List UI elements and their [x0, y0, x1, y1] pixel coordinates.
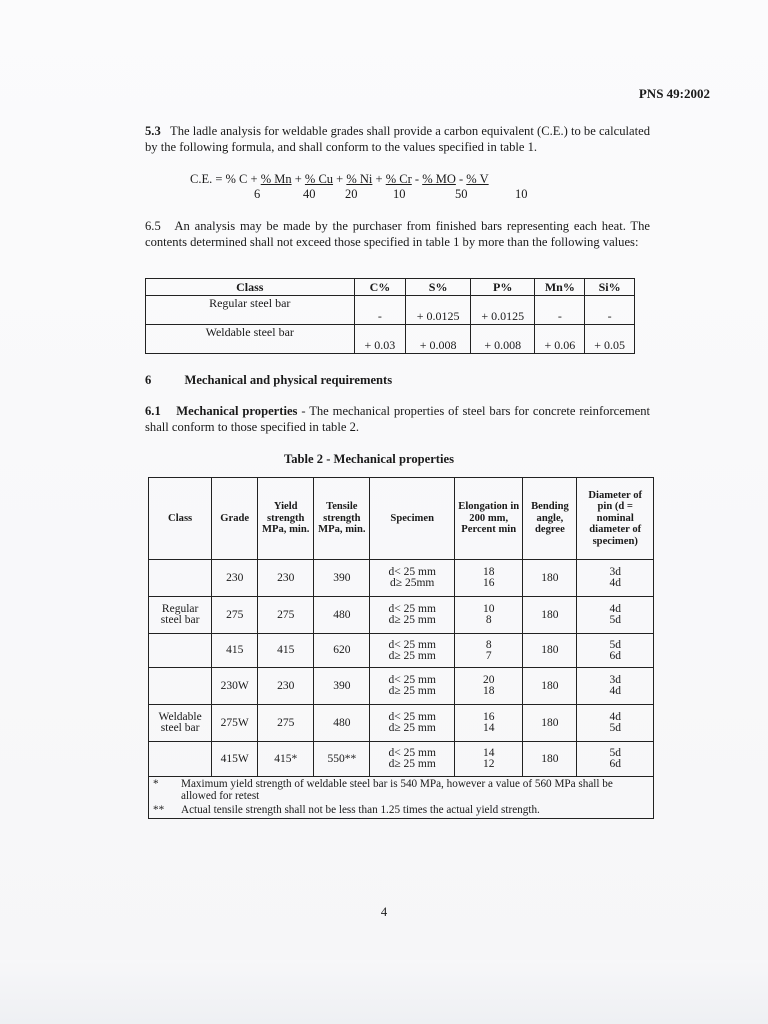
specimen-line: d< 25 mm [388, 747, 436, 759]
elongation-value: 12 [482, 758, 495, 770]
elongation-value: 8 [485, 638, 492, 651]
table-row [149, 705, 654, 742]
section-number: 6.1 [145, 404, 161, 418]
denominator: 40 [303, 187, 316, 201]
table-cell: - [354, 296, 406, 325]
bending-cell: 180 [523, 560, 577, 597]
elongation-cell [455, 560, 523, 597]
table-row [149, 668, 654, 705]
specimen-cell [370, 597, 455, 634]
section-text: The ladle analysis for weldable grades shall provide a carbon equivalent (C.E.) to be calculated by the following formula, and shall conform to the values specified in table 1. [145, 124, 650, 154]
footnote [153, 778, 649, 802]
table-header-cell: S% [406, 279, 471, 296]
formula-term: % Cu [304, 172, 334, 186]
section-6-1 [145, 403, 650, 435]
tensile-cell: 550** [314, 742, 370, 777]
table-row [149, 634, 654, 668]
specimen-cell [370, 742, 455, 777]
table-caption: Table 2 - Mechanical properties [283, 452, 454, 466]
specimen-line: d≥ 25 mm [388, 758, 436, 770]
table-header-cell: Class [146, 279, 355, 296]
document-id: PNS 49:2002 [638, 86, 710, 101]
table-cell: - [585, 296, 635, 325]
footnotes-row [149, 777, 654, 819]
section-text: - The mechanical properties of steel bars for concrete reinforcement shall conform to those specified in table 2. [145, 404, 651, 434]
grade-cell: 230W [212, 668, 258, 705]
table-row [146, 296, 635, 325]
elongation-value: 16 [482, 711, 495, 723]
specimen-line: d≥ 25 mm [388, 685, 436, 697]
formula-op: - [455, 172, 467, 186]
formula-term: % V [466, 172, 489, 186]
section-text: An analysis may be made by the purchaser from finished bars representing each heat. The contents determined shall not exceed those specified in table 1 by more than the following values: [145, 219, 650, 249]
yield-cell: 230 [258, 668, 314, 705]
class-cell: Weldable steel bar [149, 705, 212, 742]
table-header-cell: Class [149, 478, 212, 560]
formula-term: % MO [422, 172, 456, 186]
table-header-cell: Si% [585, 279, 635, 296]
specimen-cell [370, 705, 455, 742]
pin-value: 5d [609, 614, 621, 626]
pin-value: 6d [609, 649, 621, 662]
denominator: 50 [455, 187, 468, 201]
mechanical-properties-table [148, 477, 654, 819]
formula-op: + [372, 172, 386, 186]
yield-cell: 275 [258, 705, 314, 742]
grade-cell: 275 [212, 597, 258, 634]
scan-bottom-margin [0, 960, 768, 1024]
specimen-line: d≥ 25mm [390, 577, 435, 589]
pin-value: 3d [609, 674, 621, 686]
class-cell-empty [149, 742, 212, 777]
class-cell-empty [149, 560, 212, 597]
elongation-cell [455, 668, 523, 705]
elongation-value: 10 [482, 603, 495, 615]
elongation-value: 7 [485, 649, 492, 662]
table-header-cell: Yield strength MPa, min. [258, 478, 314, 560]
table-cell: - [535, 296, 585, 325]
table-header-cell: Grade [212, 478, 258, 560]
section-6-heading [145, 373, 392, 388]
pin-value: 4d [609, 603, 621, 615]
yield-cell: 275 [258, 597, 314, 634]
table-header-row [149, 478, 654, 560]
table-cell: + 0.06 [535, 325, 585, 354]
row-class: Weldable steel bar [146, 325, 355, 354]
elongation-value: 18 [482, 685, 495, 697]
formula-op: + [291, 172, 305, 186]
bending-cell: 180 [523, 742, 577, 777]
table-header-cell: Mn% [535, 279, 585, 296]
grade-cell: 415W [212, 742, 258, 777]
elongation-value: 20 [482, 674, 495, 686]
table-row [149, 560, 654, 597]
tensile-cell: 480 [314, 597, 370, 634]
specimen-line: d< 25 mm [388, 674, 436, 686]
elongation-cell [455, 634, 523, 668]
pin-cell [577, 560, 654, 597]
denominator: 10 [393, 187, 406, 201]
formula-lhs: C.E. = % C + [190, 172, 261, 186]
carbon-equivalent-formula [190, 172, 489, 187]
table-header-cell: Tensile strength MPa, min. [314, 478, 370, 560]
table-header-row [146, 279, 635, 296]
pin-cell [577, 742, 654, 777]
table-cell: + 0.008 [406, 325, 471, 354]
pin-cell [577, 668, 654, 705]
elongation-value: 18 [482, 566, 495, 578]
pin-cell [577, 597, 654, 634]
footnote-text: Maximum yield strength of weldable steel bar is 540 MPa, however a value of 560 MPa shall be allowed for retest [181, 778, 613, 802]
pin-value: 4d [609, 685, 621, 697]
denominator: 20 [345, 187, 358, 201]
section-title: Mechanical and physical requirements [184, 373, 393, 387]
tensile-cell: 390 [314, 668, 370, 705]
elongation-value: 14 [482, 722, 495, 734]
class-cell-empty [149, 634, 212, 668]
pin-value: 3d [609, 566, 621, 578]
section-number: 6.5 [145, 219, 161, 233]
pin-value: 5d [609, 722, 621, 734]
specimen-line: d< 25 mm [388, 603, 436, 615]
formula-op: + [333, 172, 347, 186]
pin-value: 4d [609, 577, 621, 589]
section-number: 6 [145, 373, 152, 387]
bending-cell: 180 [523, 705, 577, 742]
elongation-cell [455, 742, 523, 777]
specimen-cell [370, 560, 455, 597]
footnote-text: Actual tensile strength shall not be less than 1.25 times the actual yield strength. [181, 804, 540, 816]
section-5-3 [145, 123, 650, 155]
bending-cell: 180 [523, 634, 577, 668]
footnote [153, 804, 649, 816]
table-header-cell: Elongation in 200 mm, Percent min [455, 478, 523, 560]
table-header-cell: P% [470, 279, 535, 296]
class-cell-empty [149, 668, 212, 705]
formula-term: % Mn [260, 172, 292, 186]
table-cell: + 0.0125 [470, 296, 535, 325]
elongation-cell [455, 597, 523, 634]
table-cell: + 0.05 [585, 325, 635, 354]
tensile-cell: 620 [314, 634, 370, 668]
elongation-cell [455, 705, 523, 742]
specimen-line: d≥ 25 mm [388, 614, 436, 626]
specimen-line: d< 25 mm [388, 711, 436, 723]
grade-cell: 230 [212, 560, 258, 597]
specimen-cell [370, 668, 455, 705]
denominator: 6 [254, 187, 261, 201]
row-class: Regular steel bar [146, 296, 355, 325]
footnotes-cell [149, 777, 654, 819]
table-cell: + 0.0125 [406, 296, 471, 325]
pin-value: 6d [609, 758, 621, 770]
specimen-cell [370, 634, 455, 668]
bending-cell: 180 [523, 668, 577, 705]
denominator: 10 [515, 187, 528, 201]
elongation-value: 14 [482, 747, 495, 759]
grade-cell: 415 [212, 634, 258, 668]
pin-value: 5d [609, 638, 621, 651]
formula-op: - [411, 172, 423, 186]
yield-cell: 415 [258, 634, 314, 668]
class-cell: Regular steel bar [149, 597, 212, 634]
specimen-line: d≥ 25 mm [388, 649, 436, 662]
footnote-mark: ** [153, 804, 165, 816]
yield-cell: 415* [258, 742, 314, 777]
table-header-cell: Specimen [370, 478, 455, 560]
elongation-value: 8 [485, 614, 492, 626]
formula-denominators [0, 187, 768, 203]
specimen-line: d< 25 mm [388, 566, 436, 578]
grade-cell: 275W [212, 705, 258, 742]
table-header-cell: Diameter of pin (d = nominal diameter of specimen) [577, 478, 654, 560]
formula-term: % Cr [385, 172, 412, 186]
pin-cell [577, 634, 654, 668]
tensile-cell: 480 [314, 705, 370, 742]
pin-value: 5d [609, 747, 621, 759]
table-header-cell: C% [354, 279, 406, 296]
bending-cell: 180 [523, 597, 577, 634]
footnote-mark: * [153, 778, 159, 790]
specimen-line: d≥ 25 mm [388, 722, 436, 734]
table-header-cell: Bending angle, degree [523, 478, 577, 560]
table-row [149, 742, 654, 777]
page-number: 4 [380, 905, 388, 919]
elongation-value: 16 [482, 577, 495, 589]
table-cell: + 0.008 [470, 325, 535, 354]
yield-cell: 230 [258, 560, 314, 597]
table-cell: + 0.03 [354, 325, 406, 354]
section-number: 5.3 [145, 124, 161, 138]
specimen-line: d< 25 mm [388, 638, 436, 651]
section-6-5 [145, 218, 650, 250]
pin-cell [577, 705, 654, 742]
tensile-cell: 390 [314, 560, 370, 597]
tolerance-table [145, 278, 635, 354]
section-title: Mechanical properties [176, 404, 298, 418]
table-row [149, 597, 654, 634]
formula-term: % Ni [346, 172, 373, 186]
pin-value: 4d [609, 711, 621, 723]
table-row [146, 325, 635, 354]
